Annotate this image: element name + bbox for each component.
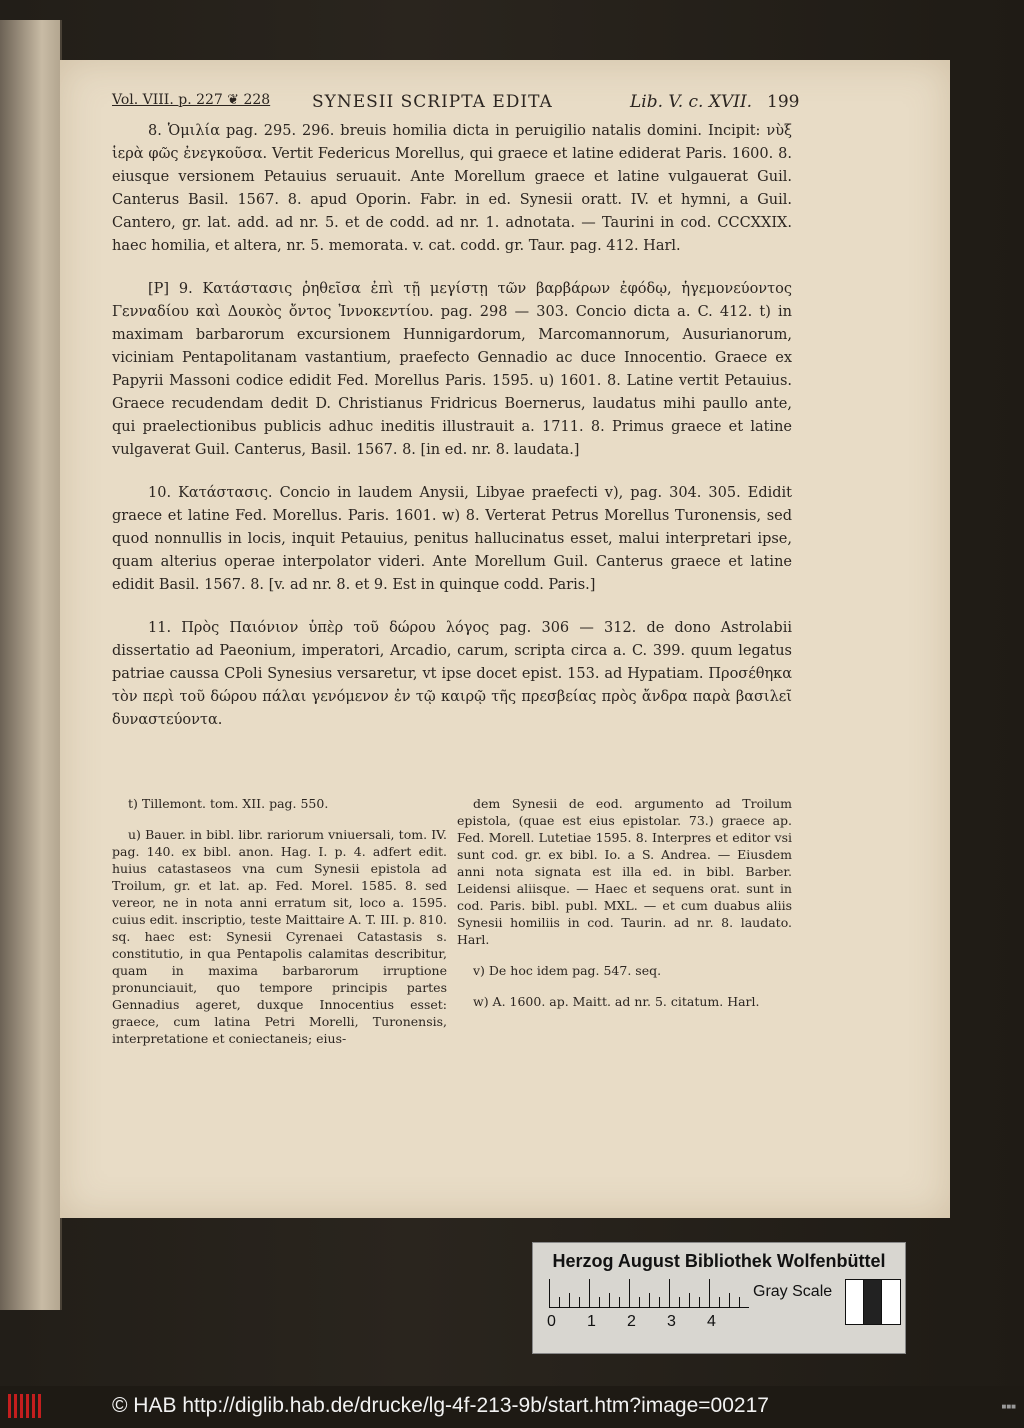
library-name: Herzog August Bibliothek Wolfenbüttel — [552, 1251, 886, 1271]
gray-swatch-white-2 — [881, 1279, 901, 1325]
paragraph-10: 10. Κατάστασις. Concio in laudem Anysii, Libyae praefecti v), pag. 304. 305. Edidit graece et latine Fed. Morellus. Paris. 1601. w) 8. Verterat Petrus Morellus Turonensis, sed quod nonnullis in locis, inquit Petauius, penitus hallucinatus esset, malui interpretari ipse, quam alterius operae interpolator videri. Ante Morellum Guil. Canterus graece et latine edidit Basil. 1567. 8. [v. ad nr. 8. et 9. Est in quinque codd. Paris.] — [112, 485, 792, 593]
book-edge — [0, 20, 62, 1310]
gray-swatch-black — [863, 1279, 883, 1325]
ruler-number-2: 2 — [627, 1313, 636, 1330]
ruler-number-1: 1 — [587, 1313, 596, 1330]
footnote-w: w) A. 1600. ap. Maitt. ad nr. 5. citatum. Harl. — [473, 994, 760, 1009]
paragraph-8: 8. Ὁμιλία pag. 295. 296. breuis homilia dicta in peruigilio natalis domini. Incipit: νὺξ ἱερὰ φῶς ἐνεγκοῦσα. Vertit Federicus Morellus, qui graece et latine ediderat Paris. 1600. 8. eiusque versionem Petauius seruauit. Ante Morellum graece et latine vulgauerat Guil. Canterus Basil. 1567. 8. apud Oporin. Fabr. in ed. Synesii oratt. IV. et hymni, a Guil. Cantero, gr. lat. add. ad nr. 5. et de codd. ad nr. 1. adnotata. — Taurini in cod. CCCXXIX. haec homilia, et altera, nr. 5. memorata. v. cat. codd. gr. Taur. pag. 412. Harl. — [112, 123, 792, 254]
scale-ruler — [549, 1279, 749, 1308]
gray-scale-label: Gray Scale — [753, 1283, 833, 1300]
main-text — [112, 120, 792, 752]
ruler-number-3: 3 — [667, 1313, 676, 1330]
footnotes-left-column — [112, 795, 447, 1061]
gray-swatch-white — [845, 1279, 865, 1325]
ruler-number-0: 0 — [547, 1313, 556, 1330]
footnote-u-continued: dem Synesii de eod. argumento ad Troilum epistola, (quae est eius epistolar. 73.) graece ap. Fed. Morell. Lutetiae 1595. 8. Interpres et editor vsi sunt cod. gr. ex bibl. Io. a S. Andrea. — Eiusdem anni nota signata est illa ed. in bibl. Barber. Leidensi aliisque. — Haec et sequens orat. sunt in cod. Paris. bibl. publ. MXL. — et cum duabus aliis Synesii homiliis in cod. Taurin. ad nr. 8. laudato. Harl. — [457, 796, 792, 947]
footnote-u: u) Bauer. in bibl. libr. rariorum vniuersali, tom. IV. pag. 140. ex bibl. anon. Hag. I. p. 4. adfert edit. huius catastaseos vna cum Synesii epistola ad Troilum, gr. et lat. ap. Fed. Morel. 1585. 8. sed vereor, ne in nota anni erratum sit, loco a. 1595. cuius edit. inscriptio, teste Maittaire A. T. III. p. 810. sq. haec est: Synesii Cyrenaei Catastasis s. constitutio, in qua Pentapolis calamitas describitur, quam in maxima barbarorum irruptione pronunciauit, quo tempore principis partes Gennadius ageret, duxque Innocentius esset: graece, cum latina Petri Morelli, Turonensis, interpretatione et coniectaneis; eius- — [112, 827, 447, 1046]
ruler-number-4: 4 — [707, 1313, 716, 1330]
paragraph-11: 11. Πρὸς Παιόνιον ὑπὲρ τοῦ δώρου λόγος pag. 306 — 312. de dono Astrolabii dissertatio ad Paeonium, imperatori, Arcadio, carum, scripta circa a. C. 399. quum legatus patriae caussa CPoli Synesius versaretur, vt ipse docet epist. 153. ad Hypatiam. Προσέθηκα τὸν περὶ τοῦ δώρου πάλαι γενόμενον ἐν τῷ καιρῷ τῆς πρεσβείας πρὸς ἄνδρα παρὰ βασιλεῖ δυναστεύοντα. — [112, 620, 792, 728]
footnotes-right-column — [457, 795, 792, 1024]
footer-dots: ■■■ — [1001, 1402, 1016, 1411]
header-title: SYNESII SCRIPTA EDITA — [312, 92, 553, 112]
footnote-t: t) Tillemont. tom. XII. pag. 550. — [128, 796, 329, 811]
library-color-label — [532, 1242, 906, 1354]
header-volume-ref: Vol. VIII. p. 227 ❦ 228 — [112, 92, 271, 108]
footnote-v: v) De hoc idem pag. 547. seq. — [473, 963, 662, 978]
copyright-url[interactable]: © HAB http://diglib.hab.de/drucke/lg-4f-213-9b/start.htm?image=00217 — [112, 1394, 769, 1417]
header-chapter: Lib. V. c. XVII. — [630, 92, 753, 112]
page-number: 199 — [767, 92, 800, 112]
footer-bar — [0, 1386, 1024, 1428]
paragraph-9: [P] 9. Κατάστασις ῥηθεῖσα ἐπὶ τῇ μεγίστῃ τῶν βαρβάρων ἐφόδῳ, ἡγεμονεύοντος Γενναδίου καὶ Δουκὸς ὄντος Ἰννοκεντίου. pag. 298 — 303. Concio dicta a. C. 412. t) in maximam barbarorum excursionem Hunnigardorum, Marcomannorum, Ausurianorum, viciniam Pentapolitanam vastantium, praefecto Gennadio ac duce Innocentio. Graece ex Papyrii Massoni codice edidit Fed. Morellus Paris. 1595. u) 1601. 8. Latine vertit Petauius. Graece recudendam dedit D. Christianus Fridricus Boernerus, laudatus mihi paullo ante, qui praelectionibus publicis adhuc ineditis illustrauit a. 1711. 8. Primus graece et latine vulgaverat Guil. Canterus, Basil. 1567. 8. [in ed. nr. 8. laudata.] — [112, 281, 792, 458]
hab-logo-icon — [6, 1390, 46, 1422]
